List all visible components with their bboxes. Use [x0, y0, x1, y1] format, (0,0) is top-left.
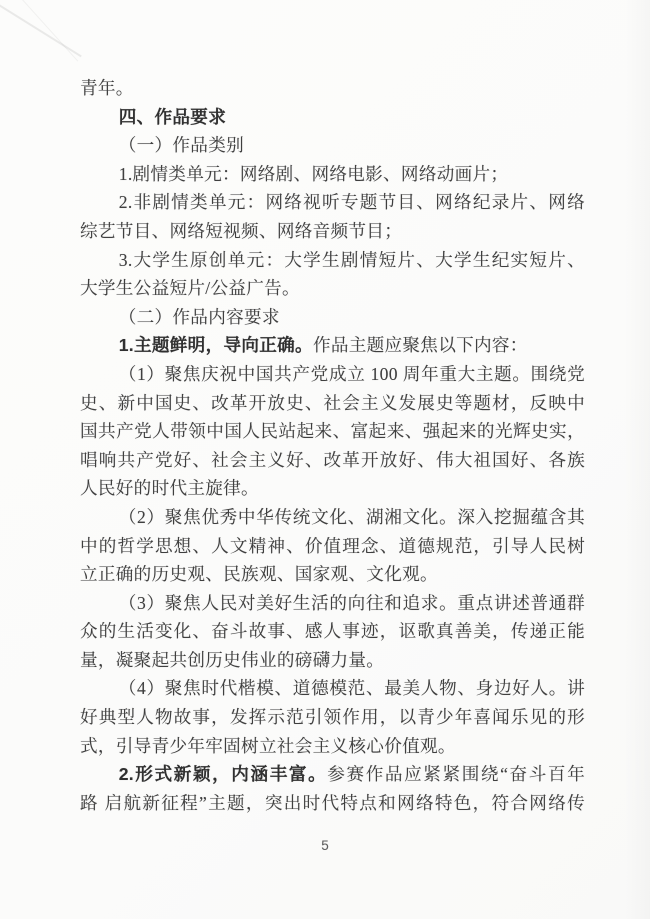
doc-line-focus-4-cont: 好典型人物故事，发挥示范引领作用，以青少年喜闻乐见的形 [80, 707, 585, 728]
document-body [80, 74, 585, 817]
scan-artifact [17, 0, 78, 62]
doc-line-focus-1-cont: 史、新中国史、改革开放史、社会主义发展史等题材，反映中 [80, 392, 585, 413]
doc-line-unit-2: 2.非剧情类单元：网络视听专题节目、网络纪录片、网络 [118, 192, 585, 213]
doc-subheading-2: （二）作品内容要求 [118, 306, 280, 327]
doc-line-focus-4-end: 式，引导青少年牢固树立社会主义核心价值观。 [80, 735, 456, 756]
doc-line-rule-1-lead: 1.主题鲜明，导向正确。作品主题应聚焦以下内容： [118, 335, 528, 356]
doc-line-unit-2-cont: 综艺节目、网络短视频、网络音频节目； [80, 220, 403, 241]
doc-line-focus-3-end: 量，凝聚起共创历史伟业的磅礴力量。 [80, 649, 385, 670]
doc-line-focus-1: （1）聚焦庆祝中国共产党成立 100 周年重大主题。围绕党 [118, 363, 585, 384]
doc-subheading-1: （一）作品类别 [118, 135, 244, 156]
doc-line-focus-3: （3）聚焦人民对美好生活的向往和追求。重点讲述普通群 [118, 592, 585, 613]
doc-line-unit-3-cont: 大学生公益短片/公益广告。 [80, 278, 300, 299]
doc-line-paragraph-continuation: 青年。 [80, 78, 134, 98]
doc-line-focus-3-cont: 众的生活变化、奋斗故事、感人事迹，讴歌真善美，传递正能 [80, 621, 585, 642]
doc-line-focus-1-cont: 唱响共产党好、社会主义好、改革开放好、伟大祖国好、各族 [80, 449, 585, 470]
doc-line-rule-2-cont: 路 启航新征程”主题，突出时代特点和网络特色，符合网络传 [80, 792, 585, 813]
doc-line-focus-1-cont: 国共产党人带领中国人民站起来、富起来、强起来的光辉史实， [80, 421, 585, 442]
doc-line-focus-2: （2）聚焦优秀中华传统文化、湖湘文化。深入挖掘蕴含其 [118, 506, 585, 527]
doc-line-focus-1-end: 人民好的时代主旋律。 [80, 478, 259, 499]
page-number: 5 [321, 838, 329, 853]
doc-line-focus-4: （4）聚焦时代楷模、道德模范、最美人物、身边好人。讲 [118, 678, 585, 699]
doc-line-unit-1: 1.剧情类单元：网络剧、网络电影、网络动画片； [118, 163, 509, 184]
scan-artifact [0, 0, 82, 57]
doc-heading-section-4: 四、作品要求 [118, 106, 227, 127]
doc-line-focus-2-cont: 中的哲学思想、人文精神、价值理念、道德规范，引导人民树 [80, 535, 585, 556]
doc-line-unit-3: 3.大学生原创单元：大学生剧情短片、大学生纪实短片、 [118, 249, 585, 270]
doc-line-focus-2-end: 立正确的历史观、民族观、国家观、文化观。 [80, 564, 438, 585]
doc-line-rule-2-lead: 2.形式新颖，内涵丰富。参赛作品应紧紧围绕“奋斗百年 [118, 764, 585, 785]
scan-edge-shadow [624, 0, 650, 919]
